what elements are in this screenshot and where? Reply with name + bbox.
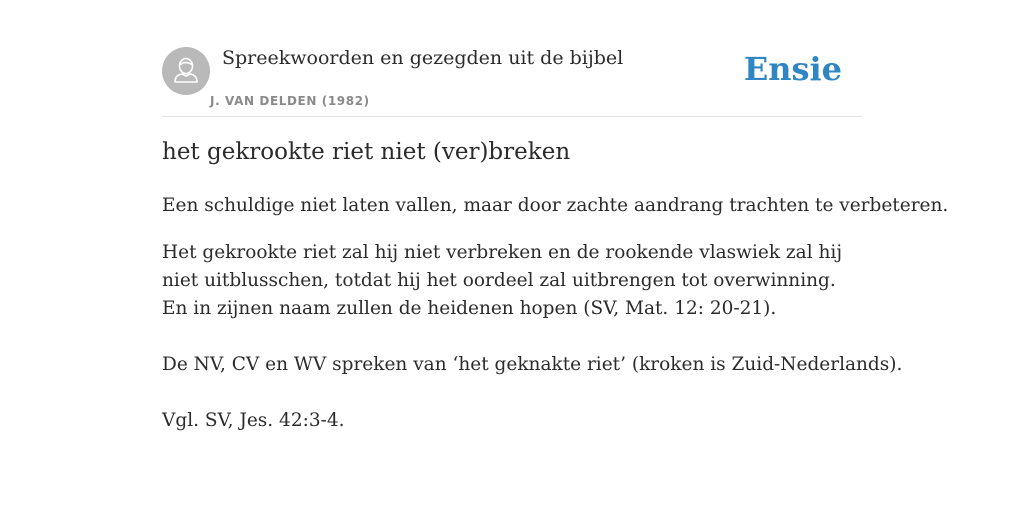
entry-paragraph-2: De NV, CV en WV spreken van ‘het geknakte riet’ (kroken is Zuid-Nederlands). [162, 354, 903, 375]
book-header [162, 40, 862, 117]
ensie-logo[interactable]: Ensie [743, 50, 842, 88]
entry-card [162, 40, 949, 431]
book-author[interactable]: J. VAN DELDEN (1982) [210, 94, 370, 108]
entry-paragraph-1: Het gekrookte riet zal hij niet verbreken en de rookende vlaswiek zal hij niet uitblusschen, totdat hij het oordeel zal uitbrengen tot overwinning. En in zijnen naam zullen de heidenen hopen (SV, Mat. 12: 20-21). [162, 242, 843, 319]
entry-paragraph-3: Vgl. SV, Jes. 42:3-4. [162, 410, 345, 431]
entry-definition: Een schuldige niet laten vallen, maar door zachte aandrang trachten te verbeteren. [162, 195, 949, 216]
book-title[interactable]: Spreekwoorden en gezegden uit de bijbel [222, 47, 624, 69]
user-avatar-icon[interactable] [162, 47, 210, 95]
entry-title: het gekrookte riet niet (ver)breken [162, 139, 571, 165]
